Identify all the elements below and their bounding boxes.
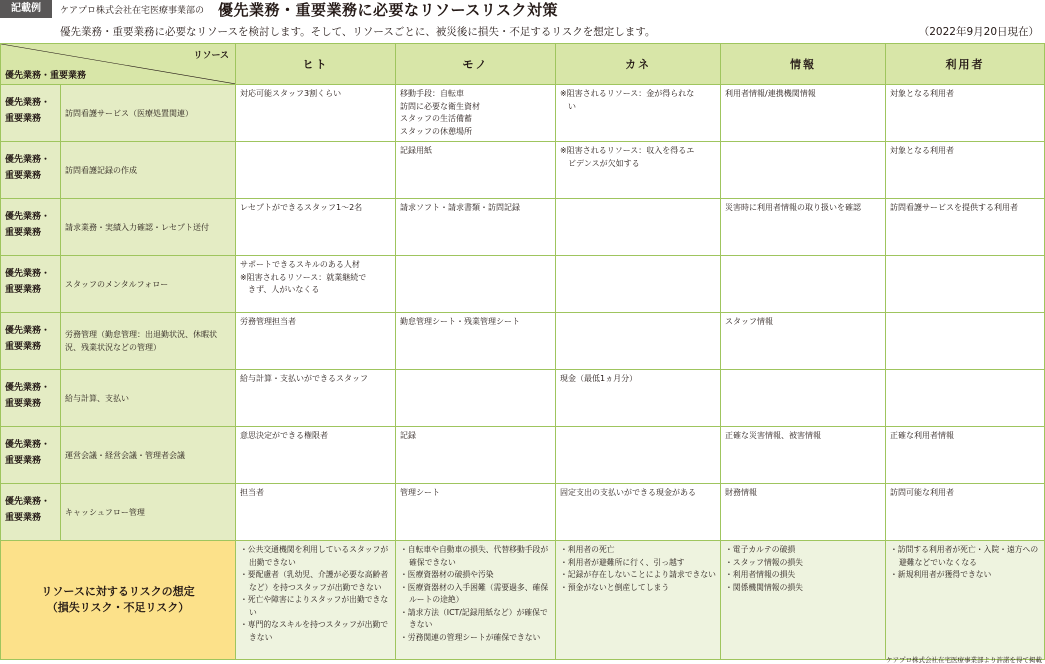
risk-list xyxy=(890,544,1042,582)
row-task-name: 労務管理（勤怠管理：出退勤状況、休暇状況、残業状況などの管理） xyxy=(61,313,236,370)
risk-cell xyxy=(236,541,396,660)
row-task-name: スタッフのメンタルフォロー xyxy=(61,256,236,313)
table-cell: 訪問可能な利用者 xyxy=(886,484,1045,541)
table-cell: 現金（最低1ヵ月分） xyxy=(556,370,721,427)
table-cell xyxy=(396,370,556,427)
risk-list xyxy=(725,544,883,594)
table-cell: 正確な災害情報、被害情報 xyxy=(721,427,886,484)
risk-item: ・ 死亡や障害によりスタッフが出勤できない xyxy=(240,594,393,619)
risk-item: ・ 預金がないと倒産してしまう xyxy=(560,582,718,595)
table-cell: 正確な利用者情報 xyxy=(886,427,1045,484)
table-cell xyxy=(721,142,886,199)
table-row xyxy=(1,199,1045,256)
table-cell: 財務情報 xyxy=(721,484,886,541)
row-category-label: 優先業務・ 重要業務 xyxy=(1,256,61,313)
table-cell xyxy=(886,313,1045,370)
table-row xyxy=(1,427,1045,484)
risk-cell xyxy=(721,541,886,660)
table-cell xyxy=(721,256,886,313)
table-cell xyxy=(556,199,721,256)
page-description: 優先業務・重要業務に必要なリソースを検討します。そして、リソースごとに、被災後に損失・不足するリスクを想定します。 xyxy=(60,26,656,38)
risk-item: ・ 医療資器材の入手困難（需要過多、確保ルートの途絶） xyxy=(400,582,553,607)
column-header-money: カネ xyxy=(556,44,721,85)
risk-item: ・ 労務関連の管理シートが確保できない xyxy=(400,632,553,645)
risk-item: ・ 医療資器材の破損や汚染 xyxy=(400,569,553,582)
table-cell xyxy=(556,427,721,484)
risk-item: ・ 専門的なスキルを持つスタッフが出勤できない xyxy=(240,619,393,644)
table-cell: 給与計算・支払いができるスタッフ xyxy=(236,370,396,427)
risk-item: ・ 新規利用者が獲得できない xyxy=(890,569,1042,582)
row-category-label: 優先業務・ 重要業務 xyxy=(1,142,61,199)
table-cell xyxy=(236,142,396,199)
row-task-name: 訪問看護記録の作成 xyxy=(61,142,236,199)
table-cell: 勤怠管理シート・残業管理シート xyxy=(396,313,556,370)
row-category-label: 優先業務・ 重要業務 xyxy=(1,427,61,484)
permission-footer: ケアプロ株式会社在宅医療事業部より許諾を得て掲載 xyxy=(886,656,1042,664)
row-task-name: 給与計算、支払い xyxy=(61,370,236,427)
risk-item: ・ 関係機関情報の損失 xyxy=(725,582,883,595)
risk-list xyxy=(560,544,718,594)
risk-item: ・ 訪問する利用者が死亡・入院・遠方への避難などでいなくなる xyxy=(890,544,1042,569)
risk-item: ・ 利用者の死亡 xyxy=(560,544,718,557)
table-cell: 移動手段：自転車 訪問に必要な衛生資材 スタッフの生活備蓄 スタッフの休憩場所 xyxy=(396,85,556,142)
table-row xyxy=(1,85,1045,142)
row-task-name: 請求業務・実績入力確認・レセプト送付 xyxy=(61,199,236,256)
risk-cell xyxy=(886,541,1045,660)
date-label: （2022年9月20日現在） xyxy=(918,26,1039,38)
row-task-name: 運営会議・経営会議・管理者会議 xyxy=(61,427,236,484)
table-row xyxy=(1,142,1045,199)
row-task-name: キャッシュフロー管理 xyxy=(61,484,236,541)
risk-cell xyxy=(396,541,556,660)
risk-item: ・ スタッフ情報の損失 xyxy=(725,557,883,570)
table-cell xyxy=(886,370,1045,427)
risk-item: ・ 電子カルテの破損 xyxy=(725,544,883,557)
table-cell: 管理シート xyxy=(396,484,556,541)
column-header-information: 情報 xyxy=(721,44,886,85)
table-cell: 対象となる利用者 xyxy=(886,142,1045,199)
row-category-label: 優先業務・ 重要業務 xyxy=(1,370,61,427)
table-cell: 対応可能スタッフ3割くらい xyxy=(236,85,396,142)
company-name: ケアプロ株式会社在宅医療事業部の xyxy=(60,6,205,16)
risk-item: ・ 利用者情報の損失 xyxy=(725,569,883,582)
table-cell: 対象となる利用者 xyxy=(886,85,1045,142)
table-cell: 利用者情報/連携機関情報 xyxy=(721,85,886,142)
table-cell: レセプトができるスタッフ1～2名 xyxy=(236,199,396,256)
table-cell: 担当者 xyxy=(236,484,396,541)
row-category-label: 優先業務・ 重要業務 xyxy=(1,199,61,256)
corner-task-label: 優先業務・重要業務 xyxy=(5,71,87,81)
table-cell: サポートできるスキルのある人材 ※阻害されるリソース：就業継続で きず、人がいなくる xyxy=(236,256,396,313)
risk-item: ・ 要配慮者（乳幼児、介護が必要な高齢者など）を持つスタッフが出勤できない xyxy=(240,569,393,594)
column-header-people: ヒト xyxy=(236,44,396,85)
column-header-users: 利用者 xyxy=(886,44,1045,85)
table-cell: スタッフ情報 xyxy=(721,313,886,370)
table-cell: ※阻害されるリソース：金が得られな い xyxy=(556,85,721,142)
page-title: 優先業務・重要業務に必要なリソースリスク対策 xyxy=(218,1,558,19)
table-cell: 意思決定ができる権限者 xyxy=(236,427,396,484)
corner-resource-label: リソース xyxy=(193,51,229,61)
risk-item: ・ 記録が存在しないことにより請求できない xyxy=(560,569,718,582)
risk-list xyxy=(400,544,553,644)
table-row xyxy=(1,370,1045,427)
table-cell xyxy=(396,256,556,313)
column-header-things: モノ xyxy=(396,44,556,85)
table-cell: 災害時に利用者情報の取り扱いを確認 xyxy=(721,199,886,256)
table-cell: 記録用紙 xyxy=(396,142,556,199)
row-task-name: 訪問看護サービス（医療処置関連） xyxy=(61,85,236,142)
table-cell: 請求ソフト・請求書類・訪問記録 xyxy=(396,199,556,256)
table-cell xyxy=(886,256,1045,313)
risk-list xyxy=(240,544,393,644)
resource-risk-table xyxy=(0,43,1044,660)
table-cell: 記録 xyxy=(396,427,556,484)
table-corner-header xyxy=(1,44,236,85)
table-cell: 訪問看護サービスを提供する利用者 xyxy=(886,199,1045,256)
example-badge: 記載例 xyxy=(0,0,52,18)
table-cell xyxy=(556,313,721,370)
table-cell: 固定支出の支払いができる現金がある xyxy=(556,484,721,541)
table-cell: 労務管理担当者 xyxy=(236,313,396,370)
risk-item: ・ 利用者が避難所に行く、引っ越す xyxy=(560,557,718,570)
row-category-label: 優先業務・ 重要業務 xyxy=(1,484,61,541)
row-category-label: 優先業務・ 重要業務 xyxy=(1,85,61,142)
risk-cell xyxy=(556,541,721,660)
risk-row xyxy=(1,541,1045,660)
table-row xyxy=(1,313,1045,370)
table-row xyxy=(1,484,1045,541)
risk-item: ・ 自転車や自動車の損失、代替移動手段が確保できない xyxy=(400,544,553,569)
table-cell xyxy=(556,256,721,313)
risk-assumption-label: リソースに対するリスクの想定 （損失リスク・不足リスク） xyxy=(1,541,236,660)
table-cell xyxy=(721,370,886,427)
risk-item: ・ 請求方法（ICT/記録用紙など）が確保できない xyxy=(400,607,553,632)
table-cell: ※阻害されるリソース：収入を得るエ ビデンスが欠如する xyxy=(556,142,721,199)
risk-item: ・ 公共交通機関を利用しているスタッフが出勤できない xyxy=(240,544,393,569)
table-row xyxy=(1,256,1045,313)
row-category-label: 優先業務・ 重要業務 xyxy=(1,313,61,370)
